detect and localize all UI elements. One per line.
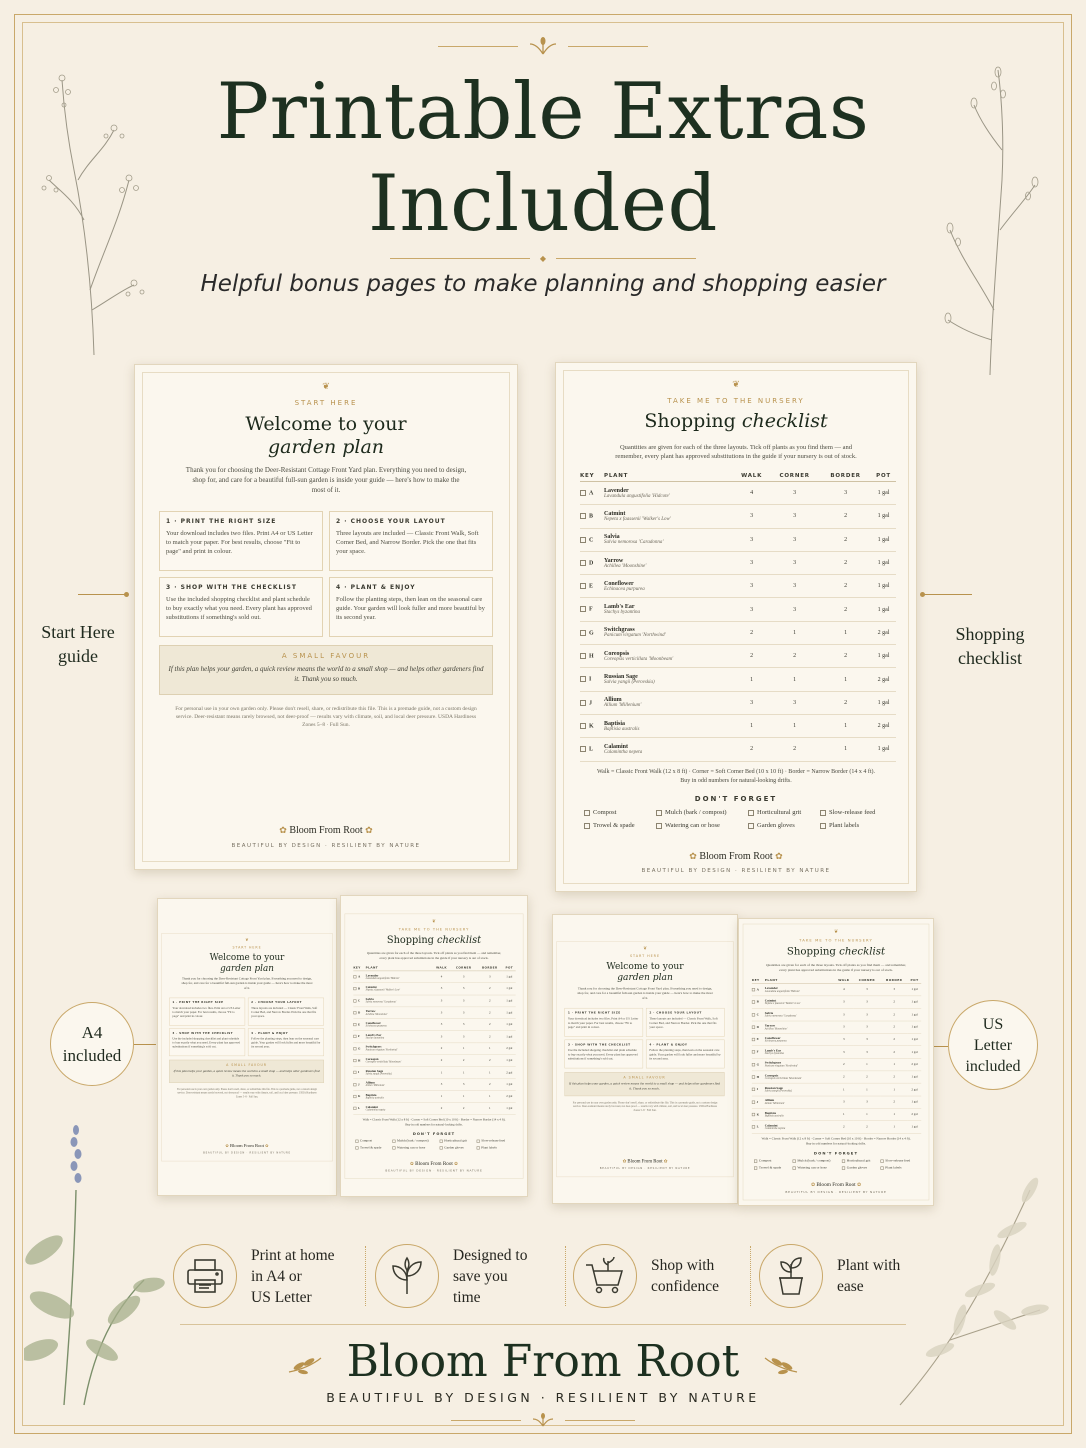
checkbox[interactable] (580, 606, 586, 612)
favour-box: A SMALL FAVOUR If this plan helps your garden, a quick review means the world to a small shop — and helps other gardeners find it. Thank you so much. (565, 1072, 725, 1096)
checkbox[interactable] (752, 1038, 755, 1041)
table-row: E Coneflower Echinacea purpurea 3 3 2 1 gal (580, 575, 896, 598)
checkbox[interactable] (580, 700, 586, 706)
extra-item[interactable]: Slow-release feed (880, 1159, 920, 1163)
extra-item[interactable]: Trowel & spade (584, 822, 656, 829)
welcome-brand: ✿ Bloom From Root ✿ (279, 825, 373, 836)
checklist-tagline: BEAUTIFUL BY DESIGN · RESILIENT BY NATURE (785, 1190, 887, 1194)
table-row: C Salvia Salvia nemorosa 'Caradonna' 3 3 2 1 gal (752, 1008, 921, 1020)
welcome-intro: Thank you for choosing the Deer-Resistant Cottage Front Yard plan. Everything you need to design, shop for, and care for a beautiful full-sun garden is inside your guide — here's how to make the most of it. (185, 466, 467, 494)
layout-legend: Walk = Classic Front Walk (12 x 8 ft) · Corner = Soft Corner Bed (10 x 10 ft) · Border = Narrow Border (14 x 4 ft). Buy in odd numbers for natural-looking drifts. (362, 1118, 506, 1127)
table-row: I Russian Sage Salvia yangii (Perovskia) 1 1 1 2 gal (752, 1083, 921, 1095)
table-row: E Coneflower Echinacea purpurea 3 3 2 1 gal (353, 1019, 515, 1031)
extra-item[interactable]: Trowel & spade (355, 1146, 392, 1150)
extra-item[interactable]: Plant labels (820, 822, 894, 829)
extra-item[interactable]: Mulch (bark / compost) (656, 809, 748, 816)
table-row: F Lamb's Ear Stachys byzantina 3 3 2 1 gal (353, 1031, 515, 1043)
table-row: J Allium Allium 'Millenium' 3 3 2 1 gal (752, 1096, 921, 1108)
us-welcome-thumbnail (552, 914, 738, 1204)
checkbox[interactable] (752, 1025, 755, 1028)
welcome-title: Welcome to your garden plan (245, 413, 407, 458)
table-row: K Baptisia Baptisia australis 1 1 1 2 gal (752, 1108, 921, 1120)
feature-divider (365, 1246, 366, 1306)
checklist-eyebrow: TAKE ME TO THE NURSERY (667, 397, 805, 405)
checkbox[interactable] (353, 987, 356, 990)
table-row: J Allium Allium 'Millenium' 3 3 2 1 gal (353, 1078, 515, 1090)
checkbox[interactable] (580, 630, 586, 636)
welcome-tagline: BEAUTIFUL BY DESIGN · RESILIENT BY NATURE (203, 1151, 291, 1155)
extra-item[interactable]: Compost (754, 1159, 793, 1163)
checklist-brand: ✿ Bloom From Root ✿ (409, 1160, 459, 1167)
table-row: H Coreopsis Coreopsis verticillata 'Moonbeam' 2 2 2 1 gal (752, 1071, 921, 1083)
extra-item[interactable]: Compost (355, 1139, 392, 1143)
checkbox[interactable] (353, 1059, 356, 1062)
checkbox[interactable] (752, 988, 755, 991)
plant-checklist-table: KEY PLANT WALK CORNER BORDER POT A Lavender Lavandula angustifolia 'Hidcote' 4 3 3 1 gal B Catmint Nepeta x faassenii 'Walker's Low' 3 3 2 1 gal C Salvia Salvia nemorosa 'Caradonna' 3 3 2 1 gal D Yarrow Achillea 'Moonshine' 3 3 2 1 gal E Coneflower Echinacea purpurea 3 3 2 1 gal F Lamb's Ear Stachys byzantina 3 3 2 1 gal G Switchgrass Panicum virgatum 'Northwind' 2 1 1 2 gal H Coreopsis Coreopsis verticillata 'Moonbeam' 2 2 2 1 gal I Russian Sage Salvia yangii (Perovskia) 1 1 1 2 gal J Allium Allium 'Millenium' 3 3 2 1 gal K Baptisia Baptisia australis 1 1 1 2 gal L Calamint Calamintha nepeta 2 2 1 1 gal (752, 978, 921, 1134)
brand-tagline: BEAUTIFUL BY DESIGN · RESILIENT BY NATURE (326, 1390, 760, 1405)
shopping-connector (924, 594, 972, 595)
table-row: I Russian Sage Salvia yangii (Perovskia) 1 1 1 2 gal (353, 1066, 515, 1078)
table-row: L Calamint Calamintha nepeta 2 2 1 1 gal (580, 738, 896, 761)
checkbox[interactable] (353, 1071, 356, 1074)
extras-list (355, 1139, 514, 1149)
checklist-brand: ✿ Bloom From Root ✿ (810, 1181, 862, 1188)
step-shop-box: 3 · SHOP WITH THE CHECKLIST Use the included shopping checklist and plant schedule to buy exactly what you need. Every plant has approved substitutions if something's sold out. (169, 1028, 245, 1056)
a4-welcome-thumbnail (157, 898, 337, 1196)
welcome-intro: Thank you for choosing the Deer-Resistant Cottage Front Yard plan. Everything you need to design, shop for, and care for a beautiful full-sun garden is inside your guide — here's how to make the most of it. (181, 976, 313, 990)
extras-list (584, 809, 894, 829)
welcome-title: Welcome to your garden plan (209, 951, 285, 973)
checkbox[interactable] (353, 1107, 356, 1110)
us-letter-badge: US Letter included (948, 1000, 1038, 1090)
checklist-title: Shopping checklist (386, 933, 482, 946)
checkbox[interactable] (353, 999, 356, 1002)
checklist-page-large (555, 362, 917, 892)
sprig-icon: ❦ (432, 918, 436, 924)
extra-item[interactable]: Watering can or hose (656, 822, 748, 829)
extra-item[interactable]: Horticultural grit (748, 809, 820, 816)
welcome-brand: ✿ Bloom From Root ✿ (225, 1142, 269, 1149)
plant-checklist-table: KEY PLANT WALK CORNER BORDER POT A Lavender Lavandula angustifolia 'Hidcote' 4 3 3 1 gal B Catmint Nepeta x faassenii 'Walker's Low' 3 3 2 1 gal C Salvia Salvia nemorosa 'Caradonna' 3 3 2 1 gal D Yarrow Achillea 'Moonshine' 3 3 2 1 gal E Coneflower Echinacea purpurea 3 3 2 1 gal F Lamb's Ear Stachys byzantina 3 3 2 1 gal G Switchgrass Panicum virgatum 'Northwind' 2 1 1 2 gal H Coreopsis Coreopsis verticillata 'Moonbeam' 2 2 2 1 gal I Russian Sage Salvia yangii (Perovskia) 1 1 1 2 gal J Allium Allium 'Millenium' 3 3 2 1 gal K Baptisia Baptisia australis 1 1 1 2 gal L Calamint Calamintha nepeta 2 2 1 1 gal (353, 965, 515, 1114)
checkbox[interactable] (752, 1063, 755, 1066)
title-divider: ◆ (0, 254, 1086, 263)
checkbox[interactable] (580, 723, 586, 729)
a4-checklist-thumbnail (340, 895, 528, 1197)
table-row: F Lamb's Ear Stachys byzantina 3 3 2 1 gal (580, 598, 896, 621)
shopping-dot (920, 592, 925, 597)
extra-item[interactable]: Slow-release feed (477, 1139, 515, 1143)
dont-forget-heading: DON'T FORGET (813, 1151, 859, 1156)
feature-time: Designed to save you time (375, 1232, 527, 1320)
welcome-tagline: BEAUTIFUL BY DESIGN · RESILIENT BY NATURE (231, 843, 421, 849)
table-row: H Coreopsis Coreopsis verticillata 'Moonbeam' 2 2 2 1 gal (580, 645, 896, 668)
sprig-icon: ❦ (833, 928, 839, 934)
extra-item[interactable]: Garden gloves (842, 1166, 881, 1170)
checkbox[interactable] (752, 1013, 755, 1016)
dont-forget-heading: DON'T FORGET (694, 795, 778, 803)
shopping-callout: Shopping checklist (955, 624, 1025, 668)
layout-legend: Walk = Classic Front Walk (12 x 8 ft) · Corner = Soft Corner Bed (10 x 10 ft) · Border = Narrow Border (14 x 4 ft). Buy in odd numbers for natural-looking drifts. (596, 769, 876, 784)
step-layout-box: 2 · CHOOSE YOUR LAYOUT Three layouts are included — Classic Front Walk, Soft Corner Bed, and Narrow Border. Pick the one that fits your space. (329, 511, 493, 571)
table-row: K Baptisia Baptisia australis 1 1 1 2 gal (353, 1090, 515, 1102)
table-row: K Baptisia Baptisia australis 1 1 1 2 gal (580, 714, 896, 737)
extra-item[interactable]: Mulch (bark / compost) (793, 1159, 842, 1163)
extra-item[interactable]: Plant labels (880, 1166, 920, 1170)
checkbox[interactable] (353, 1023, 356, 1026)
checkbox[interactable] (752, 1125, 755, 1128)
checklist-intro: Quantities are given for each of the three layouts. Tick off plants as you find them — and remember, every plant has approved substitutions in the guide if your nursery is out of stock. (615, 444, 857, 460)
step-print-box: 1 · PRINT THE RIGHT SIZE Your download includes two files. Print A4 or US Letter to match your paper. For best results, choose "Fit to page" and print in colour. (565, 1008, 644, 1037)
us-checklist-thumbnail (738, 918, 934, 1206)
page-subtitle: Helpful bonus pages to make planning and shopping easier (200, 271, 886, 297)
step-shop-box: 3 · SHOP WITH THE CHECKLIST Use the included shopping checklist and plant schedule to buy exactly what you need. Every plant has approved substitutions if something's sold out. (159, 577, 323, 637)
laurel-right-icon (761, 1352, 801, 1378)
brand-name: Bloom From Root (0, 1336, 1086, 1387)
table-row: E Coneflower Echinacea purpurea 3 3 2 1 gal (752, 1033, 921, 1045)
table-row: A Lavender Lavandula angustifolia 'Hidcote' 4 3 3 1 gal (752, 983, 921, 995)
layout-legend: Walk = Classic Front Walk (12 x 8 ft) · Corner = Soft Corner Bed (10 x 10 ft) · Border = Narrow Border (14 x 4 ft). Buy in odd numbers for natural-looking drifts. (761, 1137, 911, 1146)
table-row: G Switchgrass Panicum virgatum 'Northwind' 2 1 1 2 gal (353, 1043, 515, 1055)
table-row: D Yarrow Achillea 'Moonshine' 3 3 2 1 gal (580, 551, 896, 574)
extra-item[interactable]: Horticultural grit (842, 1159, 881, 1163)
table-row: B Catmint Nepeta x faassenii 'Walker's Low' 3 3 2 1 gal (353, 983, 515, 995)
us-letter-connector (934, 1046, 948, 1047)
table-row: B Catmint Nepeta x faassenii 'Walker's Low' 3 3 2 1 gal (580, 505, 896, 528)
checkbox[interactable] (353, 1011, 356, 1014)
checkbox[interactable] (752, 1100, 755, 1103)
plant-checklist-table: KEY PLANT WALK CORNER BORDER POT A Lavender Lavandula angustifolia 'Hidcote' 4 3 3 1 gal B Catmint Nepeta x faassenii 'Walker's Low' 3 3 2 1 gal C Salvia Salvia nemorosa 'Caradonna' 3 3 2 1 gal D Yarrow Achillea 'Moonshine' 3 3 2 1 gal E Coneflower Echinacea purpurea 3 3 2 1 gal F Lamb's Ear Stachys byzantina 3 3 2 1 gal G Switchgrass Panicum virgatum 'Northwind' 2 1 1 2 gal H Coreopsis Coreopsis verticillata 'Moonbeam' 2 2 2 1 gal I Russian Sage Salvia yangii (Perovskia) 1 1 1 2 gal J Allium Allium 'Millenium' 3 3 2 1 gal K Baptisia Baptisia australis 1 1 1 2 gal L Calamint Calamintha nepeta 2 2 1 1 gal (580, 471, 896, 762)
checkbox[interactable] (580, 537, 586, 543)
bottom-flourish (0, 1412, 1086, 1428)
a4-badge: A4 included (50, 1002, 134, 1086)
table-row: H Coreopsis Coreopsis verticillata 'Moonbeam' 2 2 2 1 gal (353, 1055, 515, 1067)
table-row: D Yarrow Achillea 'Moonshine' 3 3 2 1 gal (353, 1007, 515, 1019)
checklist-tagline: BEAUTIFUL BY DESIGN · RESILIENT BY NATURE (385, 1169, 483, 1173)
checklist-brand: ✿ Bloom From Root ✿ (689, 851, 783, 862)
feature-row (165, 1232, 925, 1320)
table-row: L Calamint Calamintha nepeta 2 2 1 1 gal (353, 1102, 515, 1114)
extra-item[interactable]: Trowel & spade (754, 1166, 793, 1170)
extra-item[interactable]: Watering can or hose (392, 1146, 439, 1150)
checkbox[interactable] (580, 490, 586, 496)
table-row: C Salvia Salvia nemorosa 'Caradonna' 3 3 2 1 gal (353, 995, 515, 1007)
checklist-eyebrow: TAKE ME TO THE NURSERY (398, 927, 470, 932)
cart-icon (573, 1244, 637, 1308)
fine-print: For personal use in your own garden only. Please don't resell, share, or redistribute this file. This is a premade guide, not a custom design service. Deer-resistant means rarely browsed, not deer-proof — results vary with climate, soil, and local deer pressure. USDA Hardiness Zones 5–8 · Full Sun. (175, 706, 477, 728)
step-plant-box: 4 · PLANT & ENJOY Follow the planting steps, then lean on the seasonal care guide. Your garden will look fuller and more beautiful by its second year. (646, 1039, 725, 1068)
fine-print: For personal use in your own garden only. Please don't resell, share, or redistribute this file. This is a premade guide, not a custom design service. Deer-resistant means rarely browsed, not deer-proof — results vary with climate, soil, and local deer pressure. USDA Hardiness Zones 5–8 · Full Sun. (572, 1101, 718, 1112)
table-row: A Lavender Lavandula angustifolia 'Hidcote' 4 3 3 1 gal (353, 971, 515, 983)
a4-connector (134, 1044, 156, 1045)
checkbox[interactable] (580, 676, 586, 682)
sprig-icon: ❦ (732, 379, 740, 389)
dont-forget-heading: DON'T FORGET (412, 1131, 456, 1136)
table-row: J Allium Allium 'Millenium' 3 3 2 1 gal (580, 691, 896, 714)
welcome-title: Welcome to your garden plan (606, 960, 684, 983)
table-row: I Russian Sage Salvia yangii (Perovskia) 1 1 1 2 gal (580, 668, 896, 691)
laurel-left-icon (285, 1352, 325, 1378)
extra-item[interactable]: Garden gloves (748, 822, 820, 829)
table-row: C Salvia Salvia nemorosa 'Caradonna' 3 3 2 1 gal (580, 528, 896, 551)
sprig-ornament-icon (528, 36, 558, 56)
checkbox[interactable] (353, 1083, 356, 1086)
start-here-connector (78, 594, 126, 595)
checklist-intro: Quantities are given for each of the three layouts. Tick off plants as you find them — and remember, every plant has approved substitutions in the guide if your nursery is out of stock. (765, 963, 907, 972)
checklist-eyebrow: TAKE ME TO THE NURSERY (799, 938, 873, 943)
checkbox[interactable] (580, 513, 586, 519)
favour-box: A SMALL FAVOUR If this plan helps your garden, a quick review means the world to a small shop — and helps other gardeners find it. Thank you so much. (159, 645, 493, 695)
checkbox[interactable] (353, 1047, 356, 1050)
checklist-tagline: BEAUTIFUL BY DESIGN · RESILIENT BY NATURE (641, 868, 831, 874)
welcome-eyebrow: START HERE (294, 399, 358, 407)
table-row: D Yarrow Achillea 'Moonshine' 3 3 2 1 gal (752, 1021, 921, 1033)
checkbox[interactable] (353, 975, 356, 978)
table-row: G Switchgrass Panicum virgatum 'Northwind' 2 1 1 2 gal (580, 621, 896, 644)
leaf-sprig-icon (375, 1244, 439, 1308)
extra-item[interactable]: Mulch (bark / compost) (392, 1139, 439, 1143)
extras-list (754, 1159, 920, 1170)
sprig-ornament-icon (531, 1412, 555, 1428)
extra-item[interactable]: Compost (584, 809, 656, 816)
checkbox[interactable] (752, 1000, 755, 1003)
checkbox[interactable] (580, 653, 586, 659)
feature-plant: Plant with ease (759, 1232, 900, 1320)
checkbox[interactable] (752, 1075, 755, 1078)
welcome-page-large (134, 364, 518, 870)
top-flourish (0, 36, 1086, 56)
favour-box: A SMALL FAVOUR If this plan helps your garden, a quick review means the world to a small shop — and helps other gardeners find it. Thank you so much. (169, 1060, 324, 1083)
checkbox[interactable] (353, 1035, 356, 1038)
sprig-icon: ❦ (643, 945, 647, 951)
welcome-brand: ✿ Bloom From Root ✿ (622, 1158, 668, 1164)
printer-icon (173, 1244, 237, 1308)
checkbox[interactable] (580, 560, 586, 566)
table-row: G Switchgrass Panicum virgatum 'Northwind' 2 1 1 2 gal (752, 1058, 921, 1070)
extra-item[interactable]: Horticultural grit (440, 1139, 477, 1143)
table-row: A Lavender Lavandula angustifolia 'Hidcote' 4 3 3 1 gal (580, 482, 896, 505)
start-here-callout: Start Here guide (41, 622, 115, 666)
extra-item[interactable]: Plant labels (477, 1146, 515, 1150)
checklist-intro: Quantities are given for each of the three layouts. Tick off plants as you find them — and remember, every plant has approved substitutions in the guide if your nursery is out of stock. (366, 951, 502, 960)
feature-divider (750, 1246, 751, 1306)
table-row: L Calamint Calamintha nepeta 2 2 1 1 gal (752, 1121, 921, 1133)
extra-item[interactable]: Slow-release feed (820, 809, 894, 816)
checkbox[interactable] (752, 1088, 755, 1091)
extra-item[interactable]: Watering can or hose (793, 1166, 842, 1170)
feature-shop: Shop with confidence (573, 1232, 719, 1320)
step-shop-box: 3 · SHOP WITH THE CHECKLIST Use the included shopping checklist and plant schedule to buy exactly what you need. Every plant has approved substitutions if something's sold out. (565, 1039, 644, 1068)
step-plant-box: 4 · PLANT & ENJOY Follow the planting steps, then lean on the seasonal care guide. Your garden will look fuller and more beautiful by its second year. (329, 577, 493, 637)
step-plant-box: 4 · PLANT & ENJOY Follow the planting steps, then lean on the seasonal care guide. Your garden will look fuller and more beautiful by its second year. (248, 1028, 324, 1056)
page-title: Printable Extras Included (216, 67, 870, 249)
checkbox[interactable] (752, 1050, 755, 1053)
sprig-icon: ❦ (245, 937, 249, 942)
feature-print: Print at home in A4 or US Letter (173, 1232, 335, 1320)
welcome-eyebrow: START HERE (232, 945, 262, 950)
feature-divider (565, 1246, 566, 1306)
table-row: F Lamb's Ear Stachys byzantina 3 3 2 1 gal (752, 1046, 921, 1058)
checkbox[interactable] (353, 1095, 356, 1098)
footer-divider (180, 1324, 906, 1325)
header (0, 36, 1086, 297)
checkbox[interactable] (580, 583, 586, 589)
extra-item[interactable]: Garden gloves (440, 1146, 477, 1150)
checkbox[interactable] (580, 746, 586, 752)
step-print-box: 1 · PRINT THE RIGHT SIZE Your download includes two files. Print A4 or US Letter to match your paper. For best results, choose "Fit to page" and print in colour. (169, 997, 245, 1025)
potted-plant-icon (759, 1244, 823, 1308)
sprig-icon: ❦ (322, 381, 330, 391)
step-print-box: 1 · PRINT THE RIGHT SIZE Your download includes two files. Print A4 or US Letter to match your paper. For best results, choose "Fit to page" and print in colour. (159, 511, 323, 571)
welcome-eyebrow: START HERE (629, 954, 661, 958)
start-here-dot (124, 592, 129, 597)
fine-print: For personal use in your own garden only. Please don't resell, share, or redistribute this file. This is a premade guide, not a custom design service. Deer-resistant means rarely browsed, not deer-proof — results vary with climate, soil, and local deer pressure. USDA Hardiness Zones 5–8 · Full Sun. (177, 1087, 317, 1098)
checklist-title: Shopping checklist (644, 410, 828, 432)
checklist-title: Shopping checklist (786, 945, 886, 957)
table-row: B Catmint Nepeta x faassenii 'Walker's Low' 3 3 2 1 gal (752, 996, 921, 1008)
step-layout-box: 2 · CHOOSE YOUR LAYOUT Three layouts are included — Classic Front Walk, Soft Corner Bed, and Narrow Border. Pick the one that fits your space. (646, 1008, 725, 1037)
welcome-intro: Thank you for choosing the Deer-Resistant Cottage Front Yard plan. Everything you need to design, shop for, and care for a beautiful full-sun garden is inside your guide — here's how to make the most of it. (577, 986, 713, 1000)
checkbox[interactable] (752, 1113, 755, 1116)
welcome-tagline: BEAUTIFUL BY DESIGN · RESILIENT BY NATURE (599, 1166, 691, 1170)
step-layout-box: 2 · CHOOSE YOUR LAYOUT Three layouts are included — Classic Front Walk, Soft Corner Bed, and Narrow Border. Pick the one that fits your space. (248, 997, 324, 1025)
